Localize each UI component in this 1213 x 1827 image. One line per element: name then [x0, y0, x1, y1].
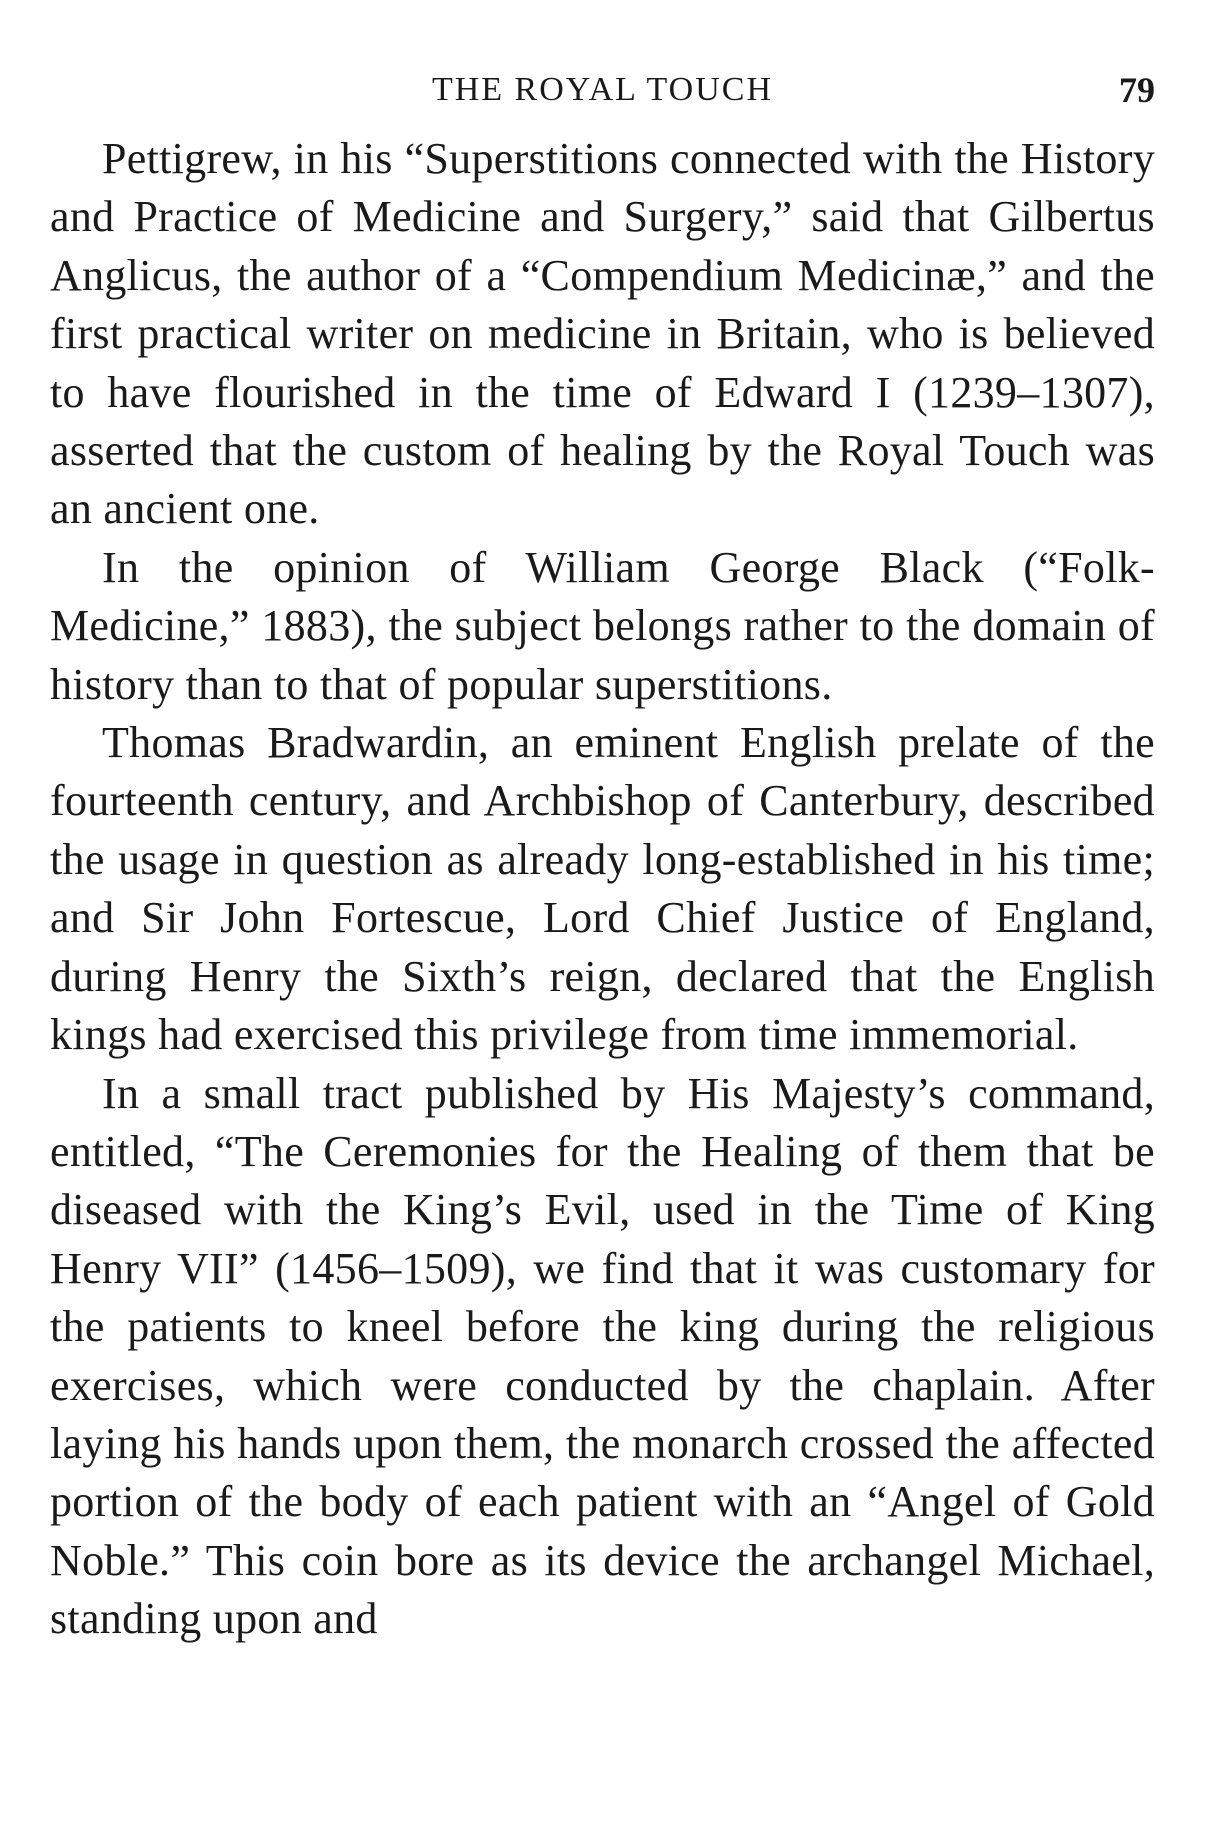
paragraph-pettigrew: Pettigrew, in his “Superstitions connected with the History and Practice of Medicine and Surgery,” said that Gilbertus Anglicus, the author of a “Compendium Medicinæ,” and the first practical writer on medicine in Britain, who is believed to have flourished in the time of Edward I (1239–1307), asserted that the custom of healing by the Royal Touch was an ancient one.: [50, 134, 1155, 534]
paragraph-bradwardin: Thomas Bradwardin, an eminent English prelate of the fourteenth century, and Archbishop of Canterbury, described the usage in question as already long-established in his time; and Sir John Fortescue, Lord Chief Justice of England, during Henry the Sixth’s reign, declared that the English kings had exercised this privilege from time immemorial.: [50, 718, 1155, 1060]
body-text: [50, 130, 1155, 1649]
paragraph-ceremonies: In a small tract published by His Majesty’s command, entitled, “The Ceremonies for the Healing of them that be diseased with the King’s Evil, used in the Time of King Henry VII” (1456–1509), we find that it was customary for the patients to kneel before the king during the religious exercises, which were conducted by the chaplain. After laying his hands upon them, the monarch crossed the affected portion of the body of each patient with an “Angel of Gold Noble.” This coin bore as its device the archangel Michael, standing upon and: [50, 1068, 1155, 1644]
page-header: [50, 60, 1155, 120]
paragraph-black: In the opinion of William George Black (“Folk-Medicine,” 1883), the subject belongs rather to the domain of history than to that of popular superstitions.: [50, 542, 1155, 709]
running-head: THE ROYAL TOUCH: [431, 71, 774, 108]
page-number: 79: [1119, 70, 1155, 110]
